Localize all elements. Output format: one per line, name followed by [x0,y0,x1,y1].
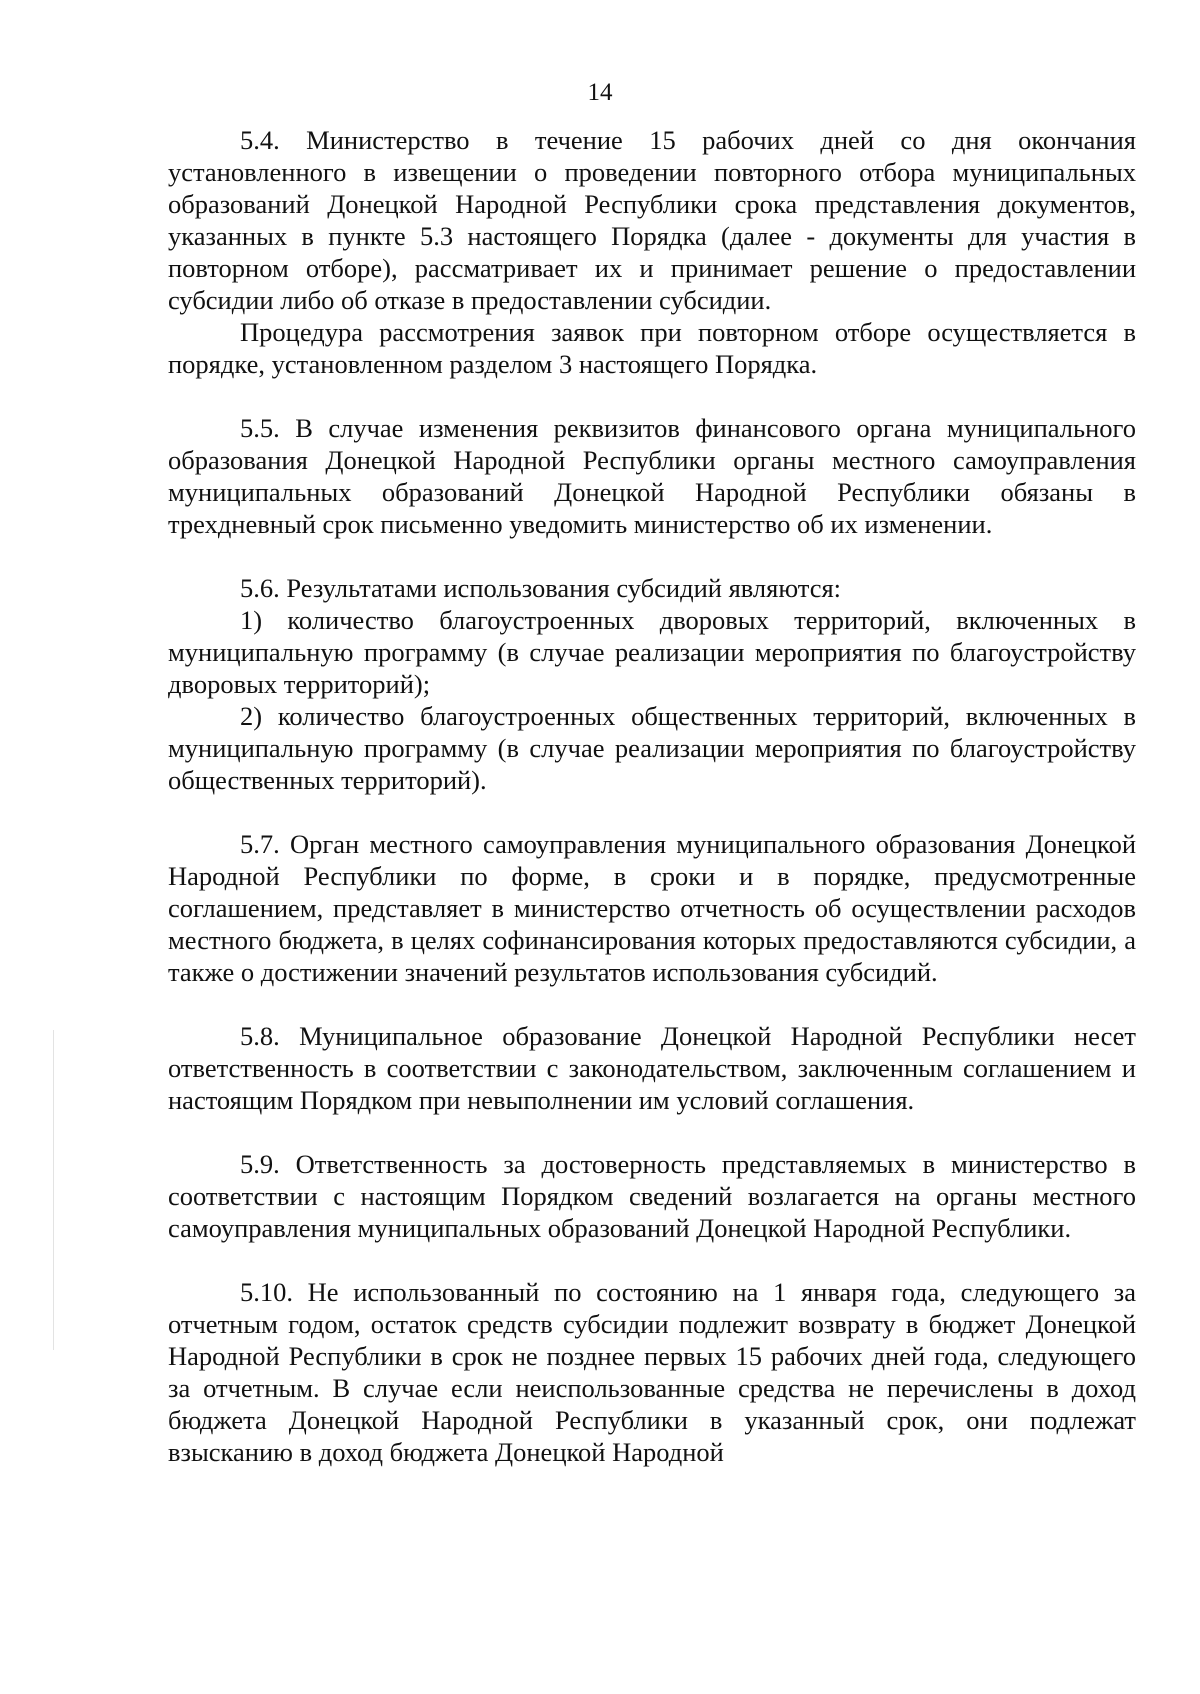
document-body [168,124,1136,1468]
paragraph-5-10: 5.10. Не использованный по состоянию на 1 января года, следующего за отчетным годом, остаток средств субсидии подлежит возврату в бюджет Донецкой Народной Республики в срок не позднее первых 15 рабочих дней года, следующего за отчетным. В случае если неиспользованные средства не перечислены в доход бюджета Донецкой Народной Республики в указанный срок, они подлежат взысканию в доход бюджета Донецкой Народной [168,1277,1136,1467]
paragraph-5-4-procedure: Процедура рассмотрения заявок при повторном отборе осуществляется в порядке, установленном разделом 3 настоящего Порядка. [168,317,1136,379]
paragraph-5-4: 5.4. Министерство в течение 15 рабочих дней со дня окончания установленного в извещении о проведении повторного отбора муниципальных образований Донецкой Народной Республики срока представления документов, указанных в пункте 5.3 настоящего Порядка (далее - документы для участия в повторном отборе), рассматривает их и принимает решение о предоставлении субсидии либо об отказе в предоставлении субсидии. [168,125,1136,315]
paragraph-5-7: 5.7. Орган местного самоуправления муниципального образования Донецкой Народной Республики по форме, в сроки и в порядке, предусмотренные соглашением, представляет в министерство отчетность об осуществлении расходов местного бюджета, в целях софинансирования которых предоставляются субсидии, а также о достижении значений результатов использования субсидий. [168,829,1136,987]
paragraph-5-5: 5.5. В случае изменения реквизитов финансового органа муниципального образования Донецкой Народной Республики органы местного самоуправления муниципальных образований Донецкой Народной Республики обязаны в трехдневный срок письменно уведомить министерство об их изменении. [168,413,1136,539]
paragraph-5-6: 5.6. Результатами использования субсидий являются: [240,573,842,603]
paragraph-5-8: 5.8. Муниципальное образование Донецкой Народной Республики несет ответственность в соответствии с законодательством, заключенным соглашением и настоящим Порядком при невыполнении им условий соглашения. [168,1021,1136,1115]
paragraph-5-6-item-1: 1) количество благоустроенных дворовых территорий, включенных в муниципальную программу (в случае реализации мероприятия по благоустройству дворовых территорий); [168,605,1136,699]
page-number: 14 [587,79,613,106]
paragraph-5-6-item-2: 2) количество благоустроенных общественных территорий, включенных в муниципальную программу (в случае реализации мероприятия по благоустройству общественных территорий). [168,701,1136,795]
paragraph-5-9: 5.9. Ответственность за достоверность представляемых в министерство в соответствии с настоящим Порядком сведений возлагается на органы местного самоуправления муниципальных образований Донецкой Народной Республики. [168,1149,1136,1243]
scan-edge-mark [53,1030,54,1350]
